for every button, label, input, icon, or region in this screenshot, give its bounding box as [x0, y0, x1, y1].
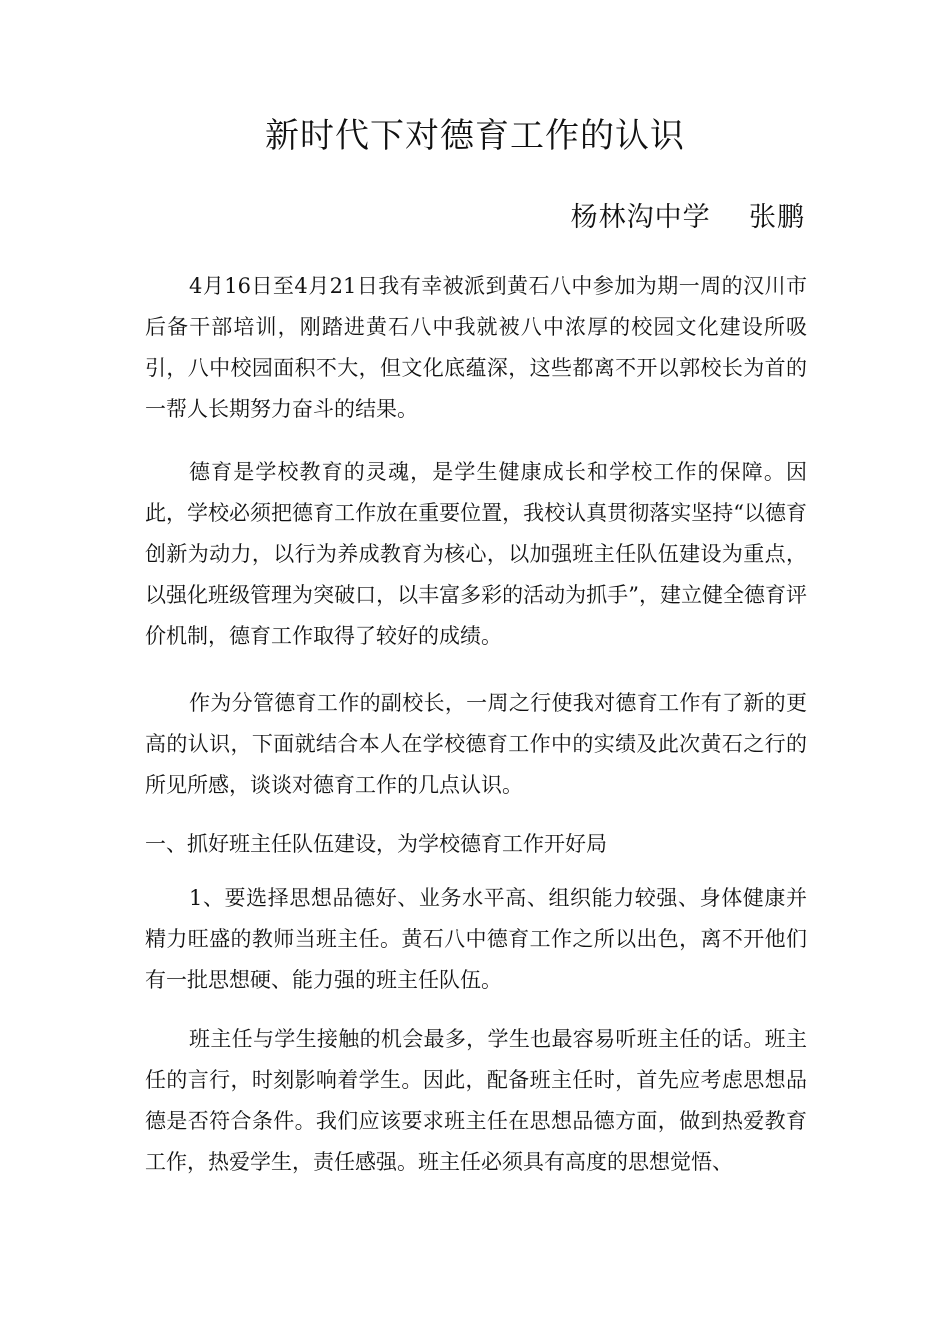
paragraph: 德育是学校教育的灵魂，是学生健康成长和学校工作的保障。因此，学校必须把德育工作放在重要位置，我校认真贯彻落实坚持“以德育创新为动力，以行为养成教育为核心，以加强班主任队伍建设为重点，以强化班级管理为突破口，以丰富多彩的活动为抓手”，建立健全德育评价机制，德育工作取得了较好的成绩。: [145, 460, 807, 648]
author-line: 杨林沟中学 张鹏: [570, 202, 805, 233]
paragraph: 作为分管德育工作的副校长，一周之行使我对德育工作有了新的更高的认识，下面就结合本人在学校德育工作中的实绩及此次黄石之行的所见所感，谈谈对德育工作的几点认识。: [145, 691, 807, 797]
paragraph: 1、要选择思想品德好、业务水平高、组织能力较强、身体健康并精力旺盛的教师当班主任。黄石八中德育工作之所以出色，离不开他们有一批思想硬、能力强的班主任队伍。: [145, 886, 807, 992]
document-title: 新时代下对德育工作的认识: [265, 116, 685, 156]
paragraph: 4月16日至4月21日我有幸被派到黄石八中参加为期一周的汉川市后备干部培训，刚踏进黄石八中我就被八中浓厚的校园文化建设所吸引，八中校园面积不大，但文化底蕴深，这些都离不开以郭校长为首的一帮人长期努力奋斗的结果。: [145, 274, 807, 421]
section-heading: 一、抓好班主任队伍建设，为学校德育工作开好局: [145, 832, 607, 856]
paragraph: 班主任与学生接触的机会最多，学生也最容易听班主任的话。班主任的言行，时刻影响着学生。因此，配备班主任时，首先应考虑思想品德是否符合条件。我们应该要求班主任在思想品德方面，做到热爱教育工作，热爱学生，责任感强。班主任必须具有高度的思想觉悟、: [145, 1027, 807, 1174]
